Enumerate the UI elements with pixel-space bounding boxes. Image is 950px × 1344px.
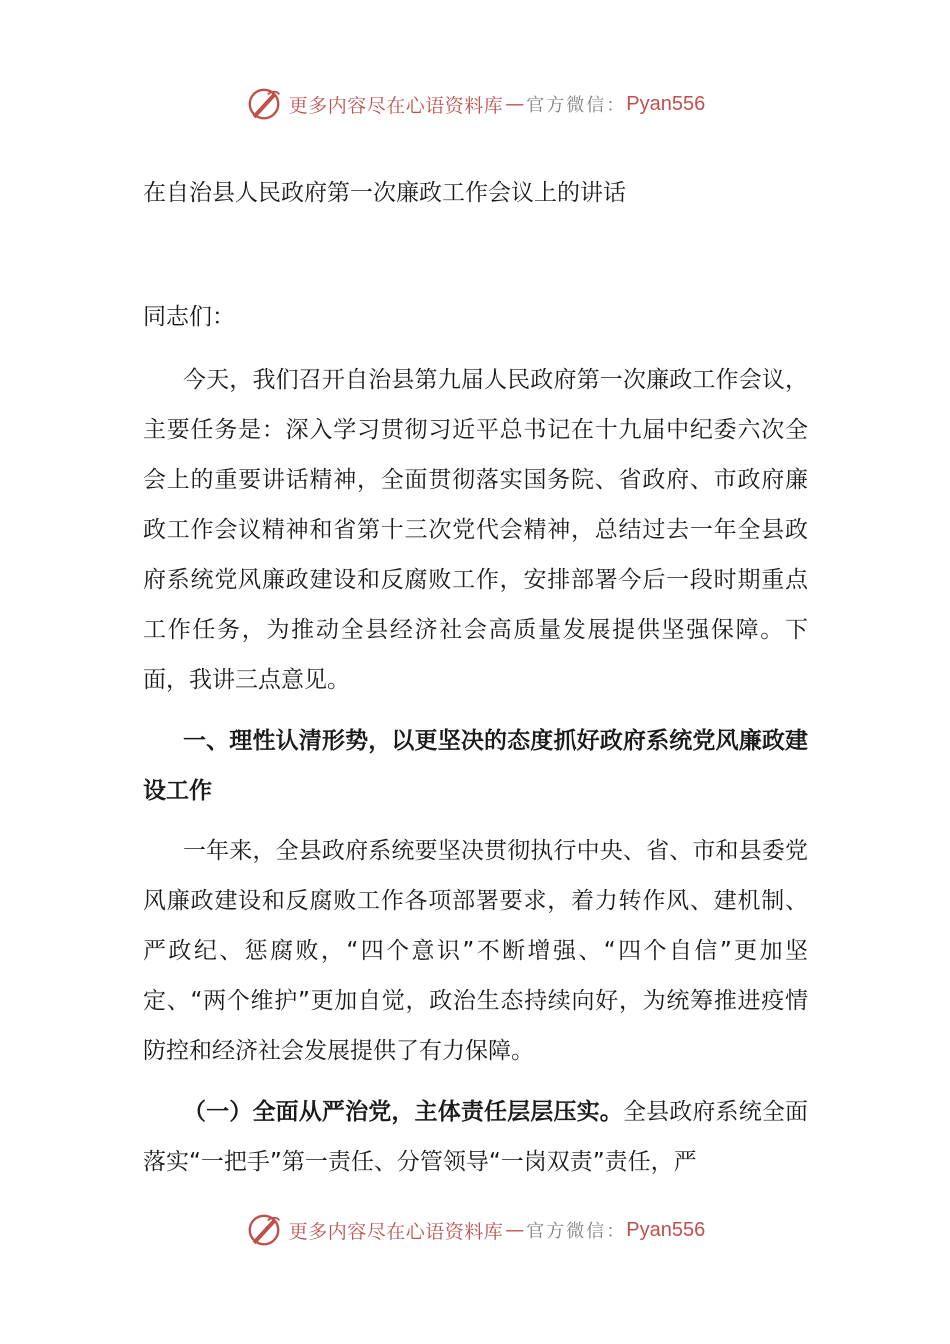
- document-title: 在自治县人民政府第一次廉政工作会议上的讲话: [143, 180, 626, 206]
- salutation: 同志们：: [143, 304, 235, 330]
- banner-wechat-label: 官方微信：: [526, 1221, 627, 1242]
- banner-dash: —: [505, 93, 525, 115]
- watermark-banner-bottom: [0, 1210, 950, 1250]
- subsection-lead: （一）全面从严治党，主体责任层层压实。: [183, 1099, 623, 1125]
- banner-brand: 更多内容尽在心语资料库: [288, 1220, 504, 1243]
- paragraph-intro: 今天，我们召开自治县第九届人民政府第一次廉政工作会议，主要任务是：深入学习贯彻习近平总书记在十九届中纪委六次全会上的重要讲话精神，全面贯彻落实国务院、省政府、市政府廉政工作会议精神和省第十三次党代会精神，总结过去一年全县政府系统党风廉政建设和反腐败工作，安排部署今后一段时期重点工作任务，为推动全县经济社会高质量发展提供坚强保障。下面，我讲三点意见。: [143, 367, 808, 693]
- banner-wechat-id: Pyan556: [626, 92, 706, 115]
- pen-logo-icon: [245, 1211, 283, 1249]
- banner-brand: 更多内容尽在心语资料库: [288, 94, 504, 117]
- section-heading-1: 一、理性认清形势，以更坚决的态度抓好政府系统党风廉政建设工作: [143, 728, 808, 804]
- banner-dash: —: [505, 1219, 525, 1241]
- paragraph-subsection-1: [143, 1087, 808, 1187]
- banner-wechat-id: Pyan556: [626, 1218, 706, 1241]
- paragraph-review: 一年来，全县政府系统要坚决贯彻执行中央、省、市和县委党风廉政建设和反腐败工作各项部署要求，着力转作风、建机制、严政纪、惩腐败，“四个意识”不断增强、“四个自信”更加坚定、“两个维护”更加自觉，政治生态持续向好，为统筹推进疫情防控和经济社会发展提供了有力保障。: [143, 838, 808, 1064]
- subsection-text: 全县政府系统全面落实“一把手”第一责任、分管领导“一岗双责”责任，严: [143, 1099, 809, 1175]
- watermark-banner-top: [0, 84, 950, 124]
- banner-wechat-label: 官方微信：: [526, 95, 627, 116]
- pen-logo-icon: [245, 85, 283, 123]
